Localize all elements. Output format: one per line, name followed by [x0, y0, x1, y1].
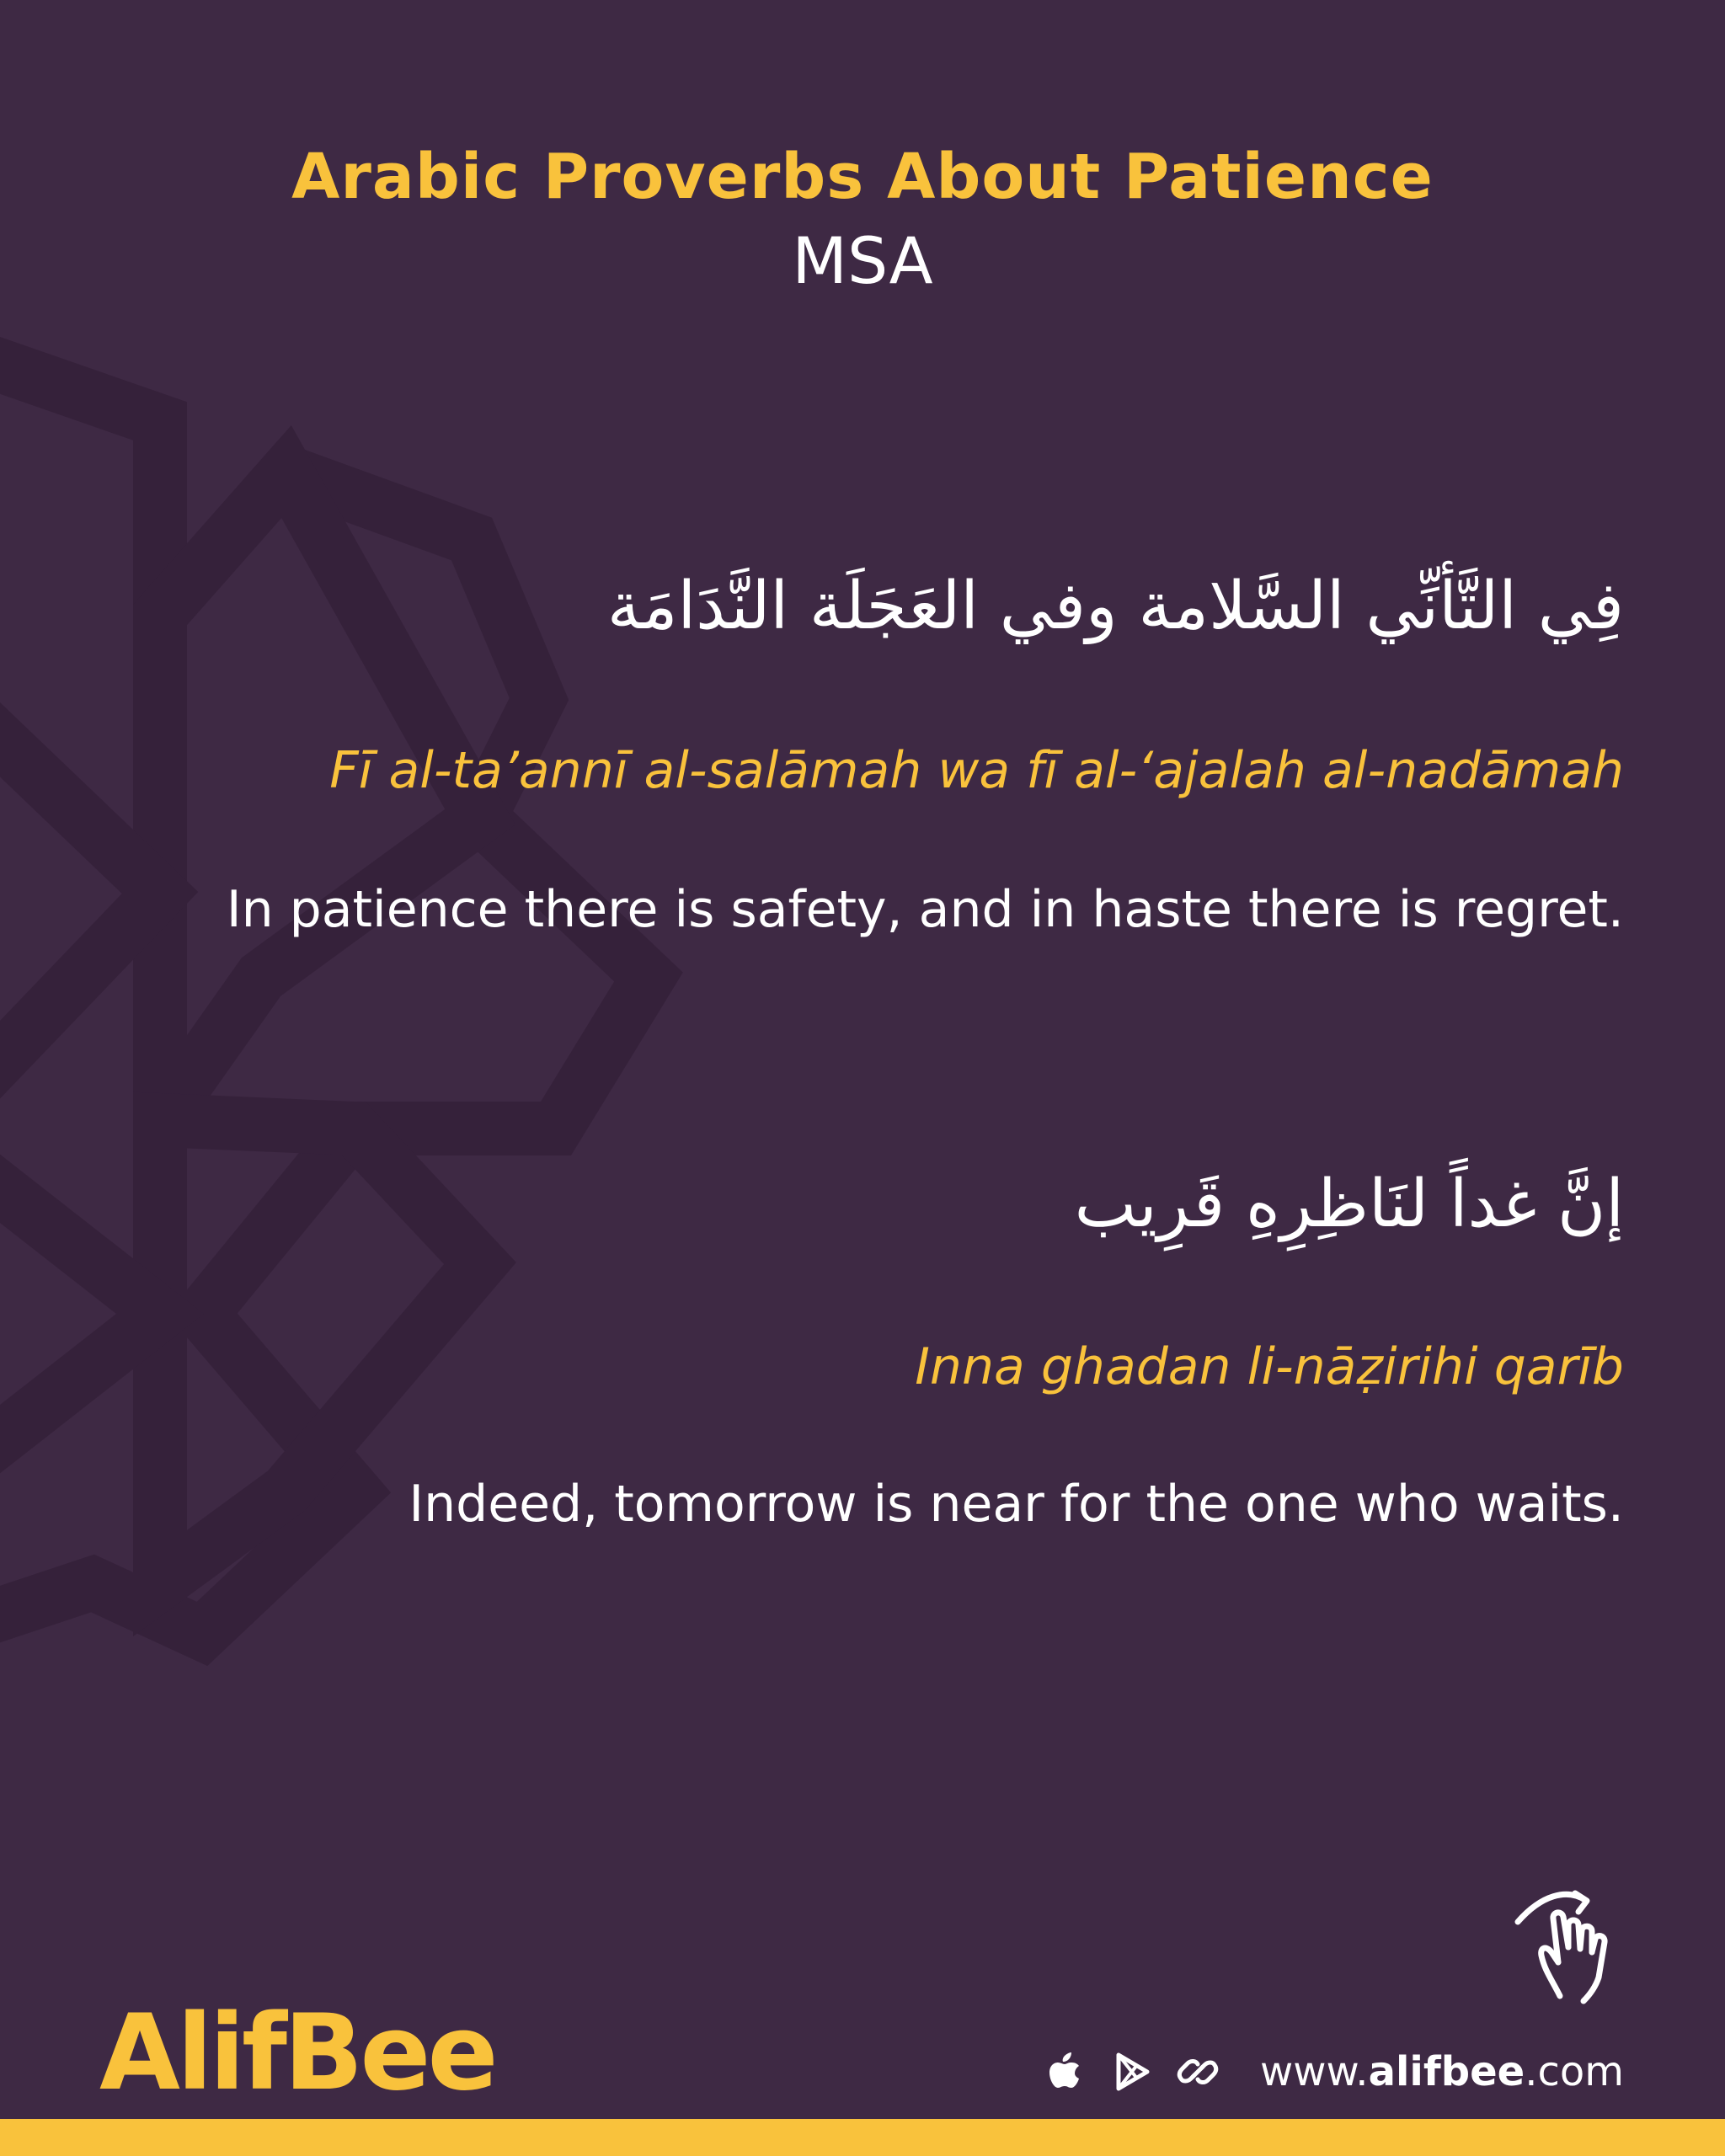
proverb-2-translation: Indeed, tomorrow is near for the one who waits.: [409, 1475, 1624, 1534]
website-link[interactable]: www.alifbee.com: [1259, 2048, 1624, 2095]
play-store-icon[interactable]: [1108, 2048, 1156, 2095]
alifbee-logo: AlifBee: [99, 1993, 495, 2114]
link-icon[interactable]: [1174, 2048, 1221, 2095]
page-title: Arabic Proverbs About Patience: [291, 141, 1434, 213]
footer-links: [1043, 2038, 1624, 2105]
proverb-2-arabic: إنَّ غداً لنَاظِرِهِ قَرِيب: [1074, 1166, 1624, 1242]
apple-icon[interactable]: [1043, 2048, 1090, 2095]
swipe-hand-icon: [1508, 1878, 1634, 2004]
proverb-1-translation: In patience there is safety, and in haste there is regret.: [226, 880, 1624, 939]
proverb-2-transliteration: Inna ghadan li-nāẓirihi qarīb: [915, 1337, 1624, 1396]
proverb-1-arabic: فِي التَّأنِّي السَّلامة وفي العَجَلَة النَّدَامَة: [606, 568, 1624, 644]
page-subtitle: MSA: [792, 223, 933, 298]
bottom-accent-bar: [0, 2119, 1725, 2156]
proverb-1-transliteration: Fī al-ta’annī al-salāmah wa fī al-‘ajalah al-nadāmah: [329, 741, 1624, 800]
